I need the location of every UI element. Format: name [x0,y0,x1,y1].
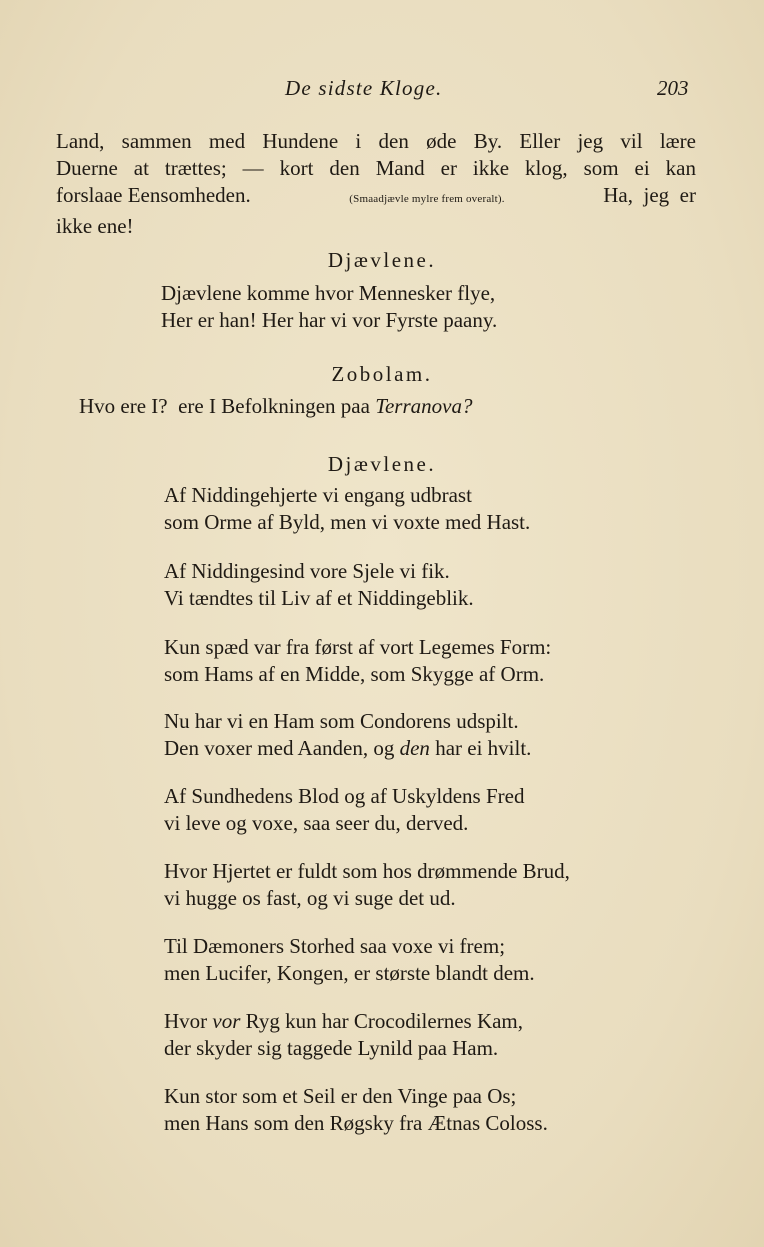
line-text: Den voxer med Aanden, og [164,736,400,760]
word: kan [665,156,696,180]
verse-line: Nu har vi en Ham som Condorens udspilt. [164,709,519,733]
prose-text: Ha, jeg er [603,183,696,207]
prose-text: ikke ene! [56,214,134,238]
verse-line: Djævlene komme hvor Mennesker flye, [161,281,496,305]
stanza [164,558,474,612]
word: lære [659,129,696,153]
word: vil [620,129,643,153]
stanza [164,1083,548,1137]
word: sammen [121,129,192,153]
word: ikke [472,156,510,180]
verse-line: Her er han! Her har vi vor Fyrste paany. [161,308,498,332]
verse-line: Kun spæd var fra først af vort Legemes Form: [164,635,552,659]
verse-line: Hvor Hjertet er fuldt som hos drømmende Brud, [164,859,570,883]
word: med [208,129,246,153]
word: som [583,156,619,180]
verse-line: Kun stor som et Seil er den Vinge paa Os; [164,1084,517,1108]
line-text: Hvo ere I? ere I Befolkningen paa [79,394,376,418]
verse-line: som Hams af en Midde, som Skygge af Orm. [164,662,545,686]
stanza [164,482,530,536]
verse-line: der skyder sig taggede Lynild paa Ham. [164,1036,499,1060]
word: klog, [525,156,568,180]
verse-block [161,280,497,334]
zobolam-line [79,394,472,419]
prose-paragraph [56,128,696,240]
word: den [378,129,409,153]
prose-line-4 [56,213,696,240]
word: Eller [519,129,561,153]
prose-line-1 [56,128,696,155]
stanza [164,634,551,688]
word: — [242,156,264,180]
italic-text: vor [212,1009,241,1033]
stanza [164,708,531,762]
stage-direction: (Smaadjævle mylre frem overalt). [349,193,505,205]
speaker-heading [0,362,764,387]
word: er [440,156,457,180]
word: Land, [56,129,105,153]
stanza [164,933,535,987]
prose-text: forslaae Eensomheden. [56,183,251,207]
verse-line: men Hans som den Røgsky fra Ætnas Coloss. [164,1111,548,1135]
verse-line: Vi tændtes til Liv af et Niddingeblik. [164,586,474,610]
speaker-heading [0,248,764,273]
word: trættes; [164,156,227,180]
verse-line: men Lucifer, Kongen, er største blandt dem. [164,961,535,985]
word: By. [473,129,503,153]
line-text: har ei hvilt. [429,736,532,760]
running-title: De sidste Kloge. [285,76,443,100]
word: kort [279,156,314,180]
verse-line: Af Niddingesind vore Sjele vi fik. [164,559,450,583]
verse-line: Af Niddingehjerte vi engang udbrast [164,483,472,507]
word: den [329,156,360,180]
speaker-name: Djævlene. [327,248,437,272]
page-number: 203 [657,76,689,100]
italic-text: den [399,736,430,760]
prose-line-3 [56,182,696,213]
word: Duerne [56,156,118,180]
word: Hundene [262,129,339,153]
prose-line-2 [56,155,696,182]
speaker-name: Djævlene. [327,452,437,476]
verse-line: Til Dæmoners Storhed saa voxe vi frem; [164,934,506,958]
stanza [164,858,570,912]
line-text: Ryg kun har Crocodilernes Kam, [240,1009,524,1033]
verse-line [164,1008,523,1035]
word: jeg [577,129,604,153]
word: Mand [375,156,425,180]
verse-line: vi leve og voxe, saa seer du, derved. [164,811,469,835]
word: øde [426,129,457,153]
word: ei [634,156,650,180]
verse-line: som Orme af Byld, men vi voxte med Hast. [164,510,531,534]
verse-line [164,735,531,762]
speaker-heading [0,452,764,477]
word: at [133,156,149,180]
verse-line: vi hugge os fast, og vi suge det ud. [164,886,456,910]
stanza [164,783,524,837]
word: i [355,129,362,153]
italic-text: Terranova? [375,394,473,418]
page-header [0,76,764,106]
stanza [164,1008,523,1062]
speaker-name: Zobolam. [331,362,433,386]
line-text: Hvor [164,1009,213,1033]
verse-line: Af Sundhedens Blod og af Uskyldens Fred [164,784,525,808]
